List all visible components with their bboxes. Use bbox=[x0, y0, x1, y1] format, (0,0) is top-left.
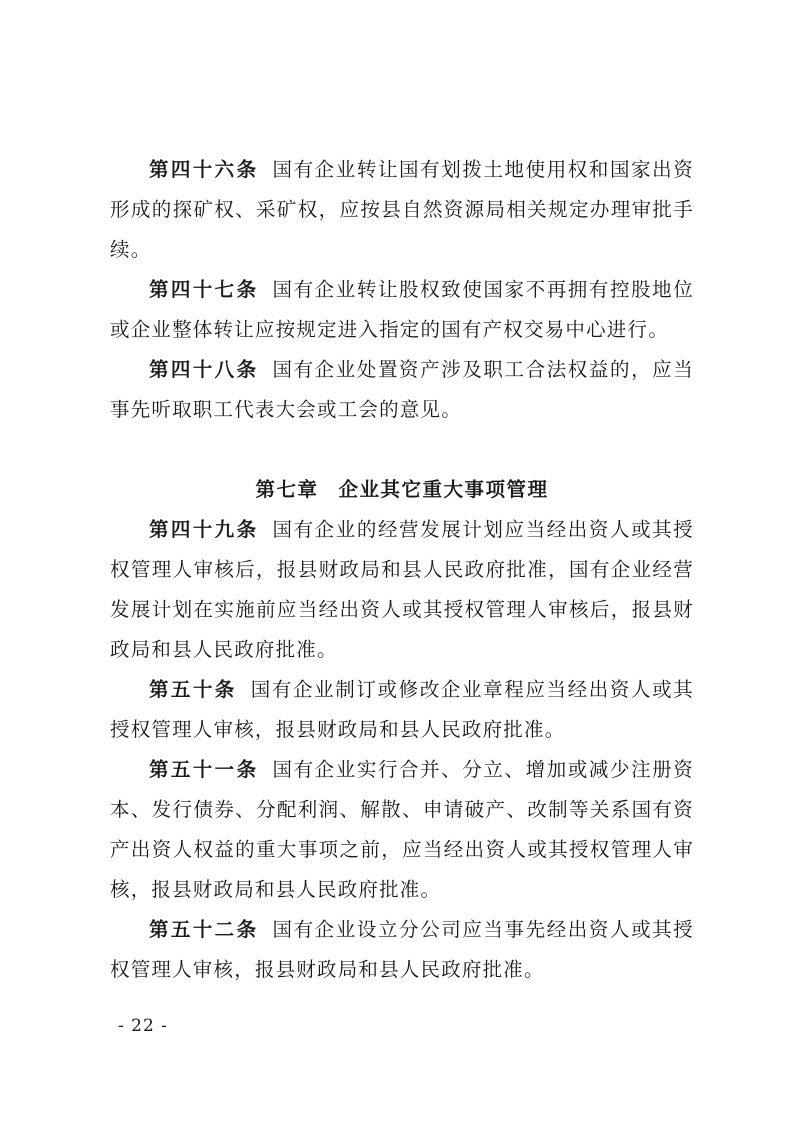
chapter-title: 企业其它重大事项管理 bbox=[338, 478, 549, 501]
article-label: 第五十一条 bbox=[149, 758, 259, 781]
article-label: 第四十七条 bbox=[149, 278, 259, 301]
page-number: - 22 - bbox=[118, 1016, 168, 1036]
article-51 bbox=[110, 750, 694, 910]
article-48 bbox=[110, 350, 694, 430]
article-text: 国有企业制订或修改企业章程应当经出资人或其授权管理人审核，报县财政局和县人民政府批准。 bbox=[110, 678, 694, 741]
article-text: 国有企业设立分公司应当事先经出资人或其授权管理人审核，报县财政局和县人民政府批准。 bbox=[110, 918, 694, 981]
article-52 bbox=[110, 910, 694, 990]
article-47 bbox=[110, 270, 694, 350]
article-text: 国有企业转让股权致使国家不再拥有控股地位或企业整体转让应按规定进入指定的国有产权交易中心进行。 bbox=[110, 278, 694, 341]
article-49 bbox=[110, 510, 694, 670]
chapter-number: 第七章 bbox=[255, 478, 319, 501]
article-text: 国有企业处置资产涉及职工合法权益的，应当事先听取职工代表大会或工会的意见。 bbox=[110, 358, 694, 421]
article-label: 第四十六条 bbox=[149, 158, 259, 181]
article-text: 国有企业转让国有划拨土地使用权和国家出资形成的探矿权、采矿权，应按县自然资源局相关规定办理审批手续。 bbox=[110, 158, 694, 261]
chapter-heading bbox=[110, 470, 694, 510]
spacer bbox=[110, 430, 694, 470]
article-46 bbox=[110, 150, 694, 270]
article-50 bbox=[110, 670, 694, 750]
article-label: 第四十九条 bbox=[149, 518, 259, 541]
article-text: 国有企业的经营发展计划应当经出资人或其授权管理人审核后，报县财政局和县人民政府批准，国有企业经营发展计划在实施前应当经出资人或其授权管理人审核后，报县财政局和县人民政府批准。 bbox=[110, 518, 694, 661]
article-text: 国有企业实行合并、分立、增加或减少注册资本、发行债券、分配利润、解散、申请破产、改制等关系国有资产出资人权益的重大事项之前，应当经出资人或其授权管理人审核，报县财政局和县人民政府批准。 bbox=[110, 758, 694, 901]
article-label: 第四十八条 bbox=[149, 358, 259, 381]
document-body bbox=[110, 150, 694, 990]
article-label: 第五十二条 bbox=[149, 918, 259, 941]
article-label: 第五十条 bbox=[149, 678, 237, 701]
